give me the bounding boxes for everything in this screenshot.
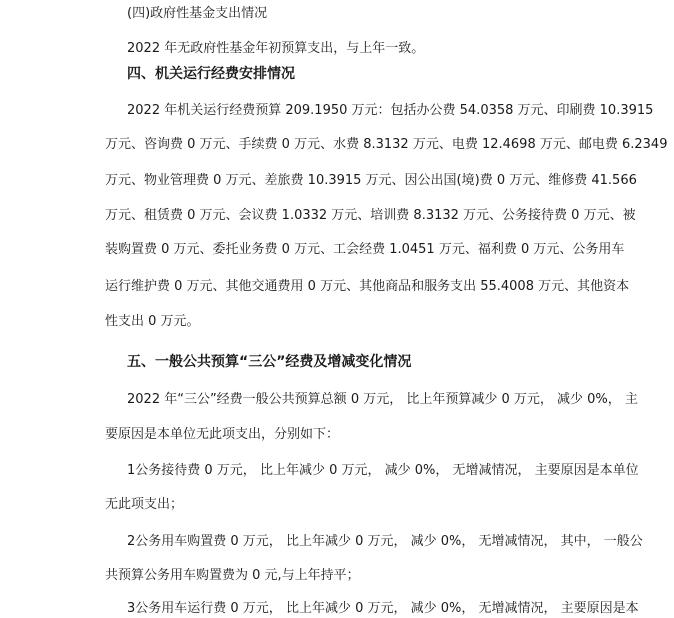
section4-line: 性支出 0 万元。 xyxy=(105,314,200,329)
item1-line: 1公务接待费 0 万元， 比上年减少 0 万元， 减少 0%， 无增减情况， 主要原因是本单位 xyxy=(127,463,639,478)
item1-line: 无此项支出； xyxy=(105,497,184,512)
fund-paragraph: 2022 年无政府性基金年初预算支出，与上年一致。 xyxy=(127,41,425,56)
section4-line: 万元、租赁费 0 万元、会议费 1.0332 万元、培训费 8.3132 万元、公务接待费 0 万元、被 xyxy=(105,208,636,223)
section4-heading: 四、机关运行经费安排情况 xyxy=(127,66,295,82)
sub-heading-fund-expenditure: (四)政府性基金支出情况 xyxy=(127,6,268,21)
item2-line: 共预算公务用车购置费为 0 元,与上年持平； xyxy=(105,568,360,583)
section5-line: 要原因是本单位无此项支出，分别如下： xyxy=(105,427,340,442)
item3-line: 3公务用车运行费 0 万元， 比上年减少 0 万元， 减少 0%， 无增减情况， 主要原因是本 xyxy=(127,601,639,616)
item2-line: 2公务用车购置费 0 万元， 比上年减少 0 万元， 减少 0%， 无增减情况， 其中， 一般公 xyxy=(127,534,643,549)
section4-line: 装购置费 0 万元、委托业务费 0 万元、工会经费 1.0451 万元、福利费 0 万元、公务用车 xyxy=(105,242,625,257)
section5-line: 2022 年“三公”经费一般公共预算总额 0 万元， 比上年预算减少 0 万元， 减少 0%， 主 xyxy=(127,392,638,407)
section4-line: 万元、咨询费 0 万元、手续费 0 万元、水费 8.3132 万元、电费 12.4698 万元、邮电费 6.2349 xyxy=(105,137,668,152)
section4-line: 运行维护费 0 万元、其他交通费用 0 万元、其他商品和服务支出 55.4008 万元、其他资本 xyxy=(105,279,630,294)
section4-line: 2022 年机关运行经费预算 209.1950 万元：包括办公费 54.0358 万元、印刷费 10.3915 xyxy=(127,103,654,118)
section5-heading: 五、一般公共预算“三公”经费及增减变化情况 xyxy=(127,354,412,370)
section4-line: 万元、物业管理费 0 万元、差旅费 10.3915 万元、因公出国(境)费 0 万元、维修费 41.566 xyxy=(105,173,637,188)
